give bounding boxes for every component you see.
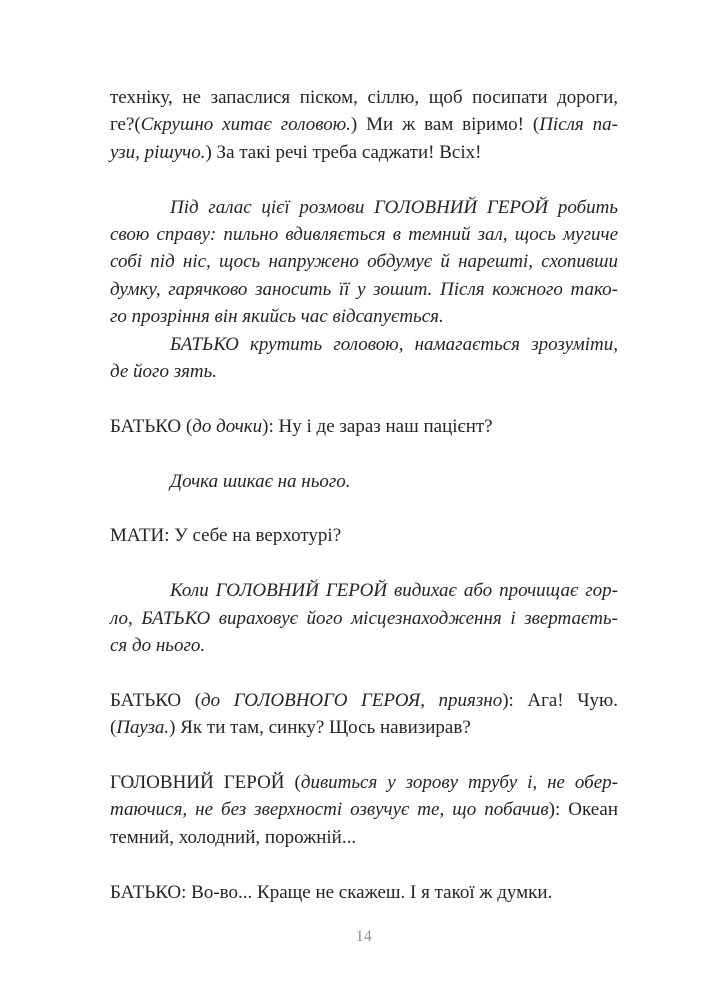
paragraph-stage-direction: [110, 577, 618, 659]
text-segment: Пауза.: [116, 717, 170, 739]
text-line: [110, 331, 618, 358]
text-line: [110, 522, 618, 549]
text-segment: БАТЬКО крутить головою, намагається зрозуміти,: [170, 333, 618, 355]
text-segment: собі під ніс, щось напружено обдумує й нарешті, схопивши: [110, 251, 618, 273]
text-segment: Дочка шикає на нього.: [170, 470, 351, 492]
text-segment: до ГОЛОВНОГО ГЕРОЯ, приязно: [201, 689, 503, 711]
text-line: [110, 413, 618, 440]
paragraph-dialogue: [110, 879, 618, 906]
paragraph-dialogue: [110, 84, 618, 166]
text-line: [110, 468, 618, 495]
text-segment: (: [110, 717, 117, 739]
text-segment: Скрушно хитає головою.: [140, 114, 351, 136]
text-line: [110, 879, 618, 906]
text-segment: думку, гарячково заносить її у зошит. Після кожного тако-: [110, 278, 618, 300]
text-segment: техніку, не запаслися піском, сіллю, щоб посипати дороги,: [110, 87, 618, 108]
text-segment: узи, рішучо.: [110, 141, 206, 163]
text-line: [110, 303, 618, 330]
text-line: [110, 276, 618, 303]
text-line: [110, 632, 618, 659]
text-segment: темний, холодний, порожній...: [110, 826, 357, 848]
text-segment: ло, БАТЬКО вираховує його місцезнаходження і звертаєть-: [110, 607, 618, 629]
text-segment: БАТЬКО (: [110, 689, 202, 711]
text-segment: БАТЬКО: Во-во... Краще не скажеш. І я такої ж думки.: [110, 881, 553, 903]
text-segment: ге?(: [110, 114, 141, 136]
text-segment: дивиться у зорову трубу і, не обер-: [300, 772, 618, 794]
text-segment: Під галас цієї розмови ГОЛОВНИЙ ГЕРОЙ робить: [170, 196, 618, 218]
paragraph-dialogue: [110, 522, 618, 549]
page-number: 14: [355, 928, 373, 945]
text-segment: ): Ну і де зараз наш пацієнт?: [262, 415, 493, 437]
text-line: [110, 605, 618, 632]
text-segment: Коли ГОЛОВНИЙ ГЕРОЙ видихає або прочищає гор-: [170, 580, 618, 602]
text-line: [110, 769, 618, 796]
text-segment: БАТЬКО (: [110, 415, 193, 437]
text-segment: свою справу: пильно вдивляється в темний зал, щось мугиче: [110, 224, 618, 246]
text-line: [110, 84, 618, 111]
text-segment: ): Океан: [548, 799, 618, 821]
paragraph-stage-direction: [110, 194, 618, 331]
paragraph-stage-direction: [110, 331, 618, 386]
text-line: [110, 194, 618, 221]
text-line: [110, 248, 618, 275]
text-segment: ) Як ти там, синку? Щось навизирав?: [169, 717, 471, 739]
text-segment: до дочки: [192, 415, 263, 437]
text-line: [110, 139, 618, 166]
text-segment: ) За такі речі треба саджати! Всіх!: [205, 141, 482, 163]
text-line: [110, 687, 618, 714]
text-block: [110, 84, 618, 906]
text-line: [110, 221, 618, 248]
text-segment: ): Ага! Чую.: [502, 689, 618, 711]
text-segment: де його зять.: [110, 361, 218, 383]
text-line: [110, 796, 618, 823]
text-line: [110, 358, 618, 385]
text-line: [110, 714, 618, 741]
text-segment: го прозріння він якийсь час відсапується.: [110, 306, 444, 328]
text-segment: ся до нього.: [110, 635, 206, 657]
text-segment: Після па-: [539, 114, 618, 136]
text-segment: ) Ми ж вам віримо! (: [350, 114, 540, 136]
paragraph-stage-direction: [110, 468, 618, 495]
paragraph-dialogue: [110, 413, 618, 440]
text-segment: ГОЛОВНИЙ ГЕРОЙ (: [110, 772, 301, 794]
text-segment: МАТИ: У себе на верхотурі?: [110, 525, 342, 547]
paragraph-dialogue: [110, 687, 618, 742]
paragraph-dialogue: [110, 769, 618, 851]
text-line: [110, 577, 618, 604]
text-line: [110, 824, 618, 851]
text-line: [110, 111, 618, 138]
text-segment: таючися, не без зверхності озвучує те, що побачив: [110, 799, 549, 821]
